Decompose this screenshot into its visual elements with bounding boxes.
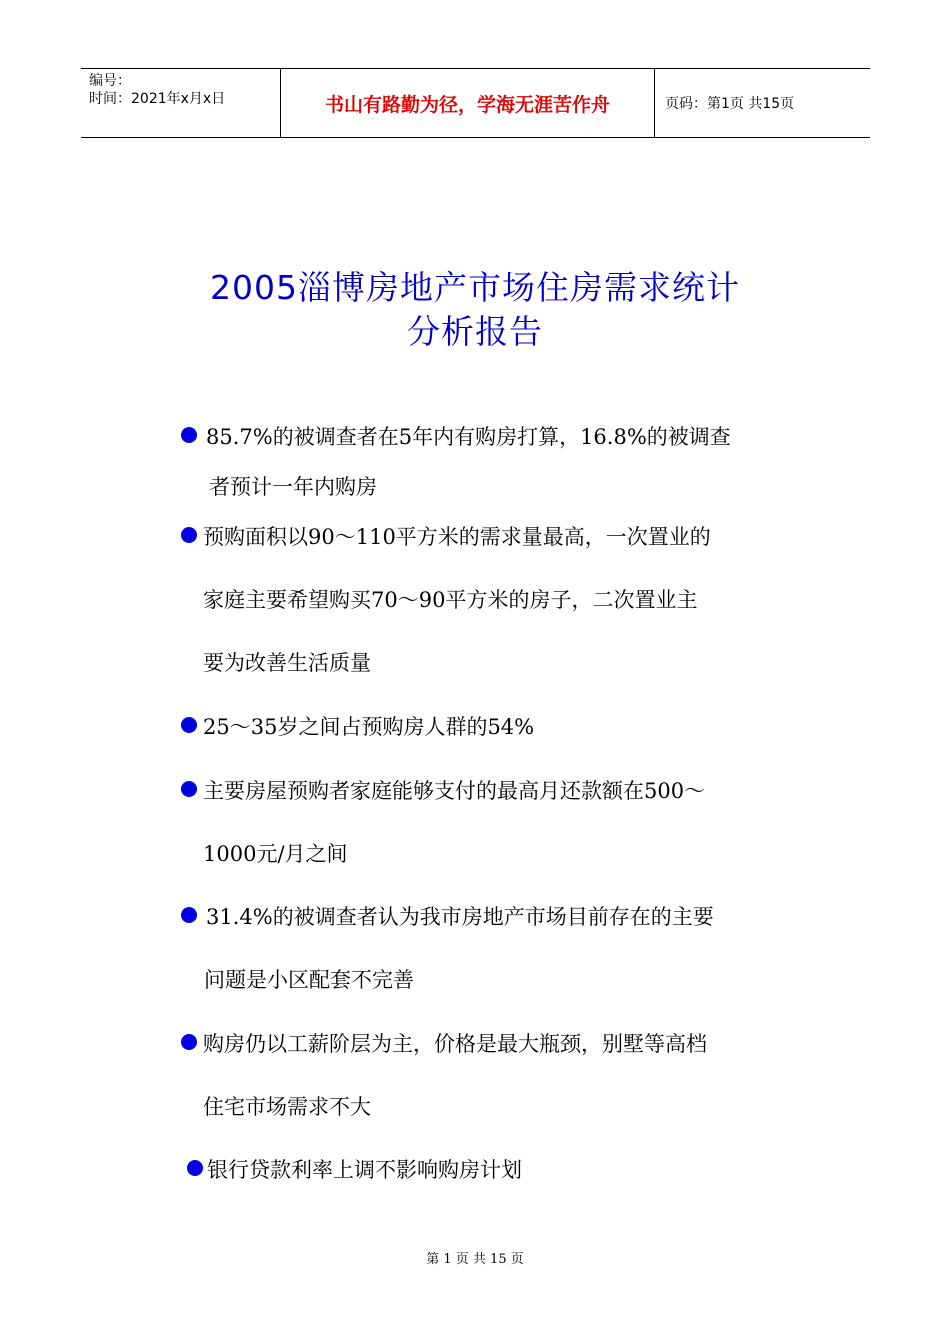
bullet-line: 31.4%的被调查者认为我市房地产市场目前存在的主要 [206, 905, 714, 929]
bullet-line: 购房仍以工薪阶层为主，价格是最大瓶颈，别墅等高档 [203, 1032, 707, 1056]
bullet-line: 要为改善生活质量 [203, 651, 371, 675]
number-label: 编号： [89, 73, 131, 89]
title-line-1: 2005淄博房地产市场住房需求统计 [210, 268, 740, 307]
page-footer [0, 1248, 950, 1267]
bullet-dot-icon [181, 781, 197, 797]
footer-page-number: 第 1 页 共 15 页 [426, 1252, 524, 1267]
header-table [81, 68, 870, 138]
header-motto-cell [281, 69, 655, 137]
title-line-2: 分析报告 [407, 312, 543, 351]
bullet-line: 25～35岁之间占预购房人群的54% [203, 715, 535, 739]
document-title [0, 266, 950, 354]
page-info: 页码：第1页 共15页 [665, 96, 795, 112]
bullet-line: 者预计一年内购房 [209, 475, 377, 499]
bullet-line: 家庭主要希望购买70～90平方米的房子，二次置业主 [203, 588, 698, 612]
header-page-cell [655, 69, 870, 137]
bullet-line: 85.7%的被调查者在5年内有购房打算，16.8%的被调查 [206, 425, 731, 449]
bullet-dot-icon [181, 427, 197, 443]
bullet-dot-icon [187, 1160, 203, 1176]
bullet-line: 预购面积以90～110平方米的需求量最高，一次置业的 [203, 525, 711, 549]
bullet-line: 1000元/月之间 [203, 842, 348, 866]
header-left-cell [81, 69, 281, 137]
bullet-dot-icon [181, 1034, 197, 1050]
bullet-dot-icon [181, 907, 197, 923]
bullet-dot-icon [181, 527, 197, 543]
bullet-dot-icon [181, 717, 197, 733]
bullet-line: 住宅市场需求不大 [203, 1095, 371, 1119]
time-label: 时间：2021年x月x日 [89, 91, 226, 107]
motto-text: 书山有路勤为径，学海无涯苦作舟 [324, 93, 610, 116]
bullet-line: 主要房屋预购者家庭能够支付的最高月还款额在500～ [203, 779, 706, 803]
bullet-line: 银行贷款利率上调不影响购房计划 [207, 1158, 522, 1182]
bullet-line: 问题是小区配套不完善 [204, 968, 414, 992]
